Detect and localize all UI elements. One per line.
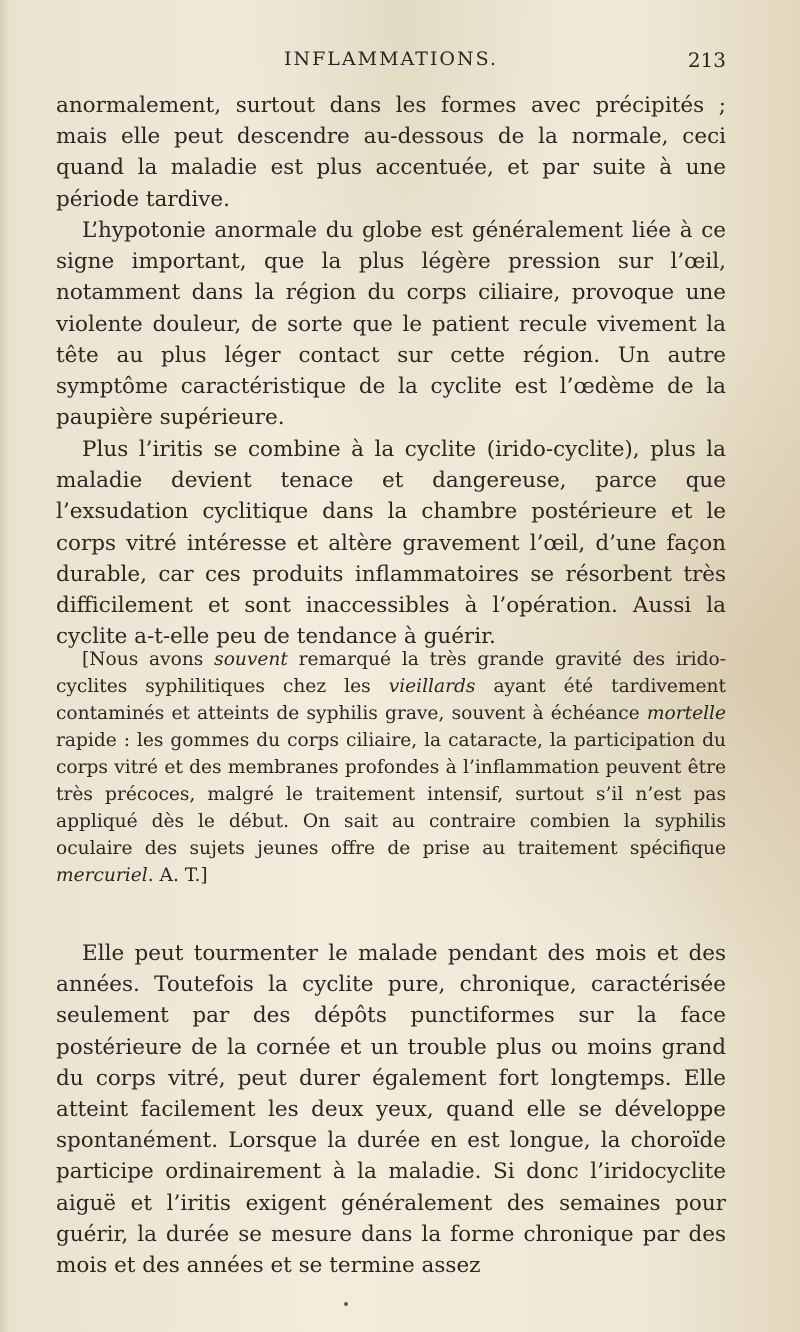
note-emphasis: mortelle (646, 703, 726, 724)
note-emphasis: mercuriel (56, 865, 148, 886)
paragraph-1: anormalement, surtout dans les formes avec précipités ; mais elle peut descendre au-dessous de la normale, ceci quand la maladie est plus accentuée, et par suite à une période tardive. (56, 93, 726, 212)
translator-note (56, 646, 726, 889)
note-text: remarqué la très grande gravité des irido-cyclites syphilitiques chez les (56, 649, 726, 697)
print-speck (344, 1302, 348, 1306)
page-edge-shadow (0, 0, 10, 1332)
note-text: . A. T.] (147, 865, 208, 886)
page-header (56, 46, 726, 74)
note-emphasis: souvent (214, 649, 288, 670)
paragraph-2: L’hypotonie anormale du globe est généralement liée à ce signe important, que la plus légère pression sur l’œil, notamment dans la région du corps ciliaire, provoque une violente douleur, de sorte que le patient recule vivement la tête au plus léger contact sur cette région. Un autre symptôme caractéristique de la cyclite est l’œdème de la paupière supérieure. (56, 218, 726, 431)
note-text: rapide : les gommes du corps ciliaire, la cataracte, la participation du corps vitré et des membranes profondes à l’inflammation peuvent être très précoces, malgré le traitement intensif, surtout s’il n’est pas appliqué dès le début. On sait au contraire combien la syphilis oculaire des sujets jeunes offre de prise au traitement spécifique (56, 730, 726, 859)
note-text: [Nous avons (82, 649, 215, 670)
paragraph-3: Plus l’iritis se combine à la cyclite (irido-cyclite), plus la maladie devient tenace et dangereuse, parce que l’exsudation cyclitique dans la chambre postérieure et le corps vitré intéresse et altère gravement l’œil, d’une façon durable, car ces produits inflammatoires se résorbent très difficilement et sont inaccessibles à l’opération. Aussi la cyclite a-t-elle peu de tendance à guérir. (56, 437, 726, 650)
running-title: INFLAMMATIONS. (283, 48, 498, 70)
paragraph-4: Elle peut tourmenter le malade pendant des mois et des années. Toutefois la cyclite pure, chronique, caractérisée seulement par des dépôts punctiformes sur la face postérieure de la cornée et un trouble plus ou moins grand du corps vitré, peut durer également fort longtemps. Elle atteint facilement les deux yeux, quand elle se développe spontanément. Lorsque la durée en est longue, la choroïde participe ordinairement à la maladie. Si donc l’iridocyclite aiguë et l’iritis exigent généralement des semaines pour guérir, la durée se mesure dans la forme chronique par des mois et des années et se termine assez (56, 941, 726, 1279)
note-text: ayant été tardivement contaminés et atteints de syphilis grave, souvent à échéance (56, 676, 726, 724)
note-emphasis: vieillards (388, 676, 476, 697)
page-number: 213 (687, 48, 726, 72)
